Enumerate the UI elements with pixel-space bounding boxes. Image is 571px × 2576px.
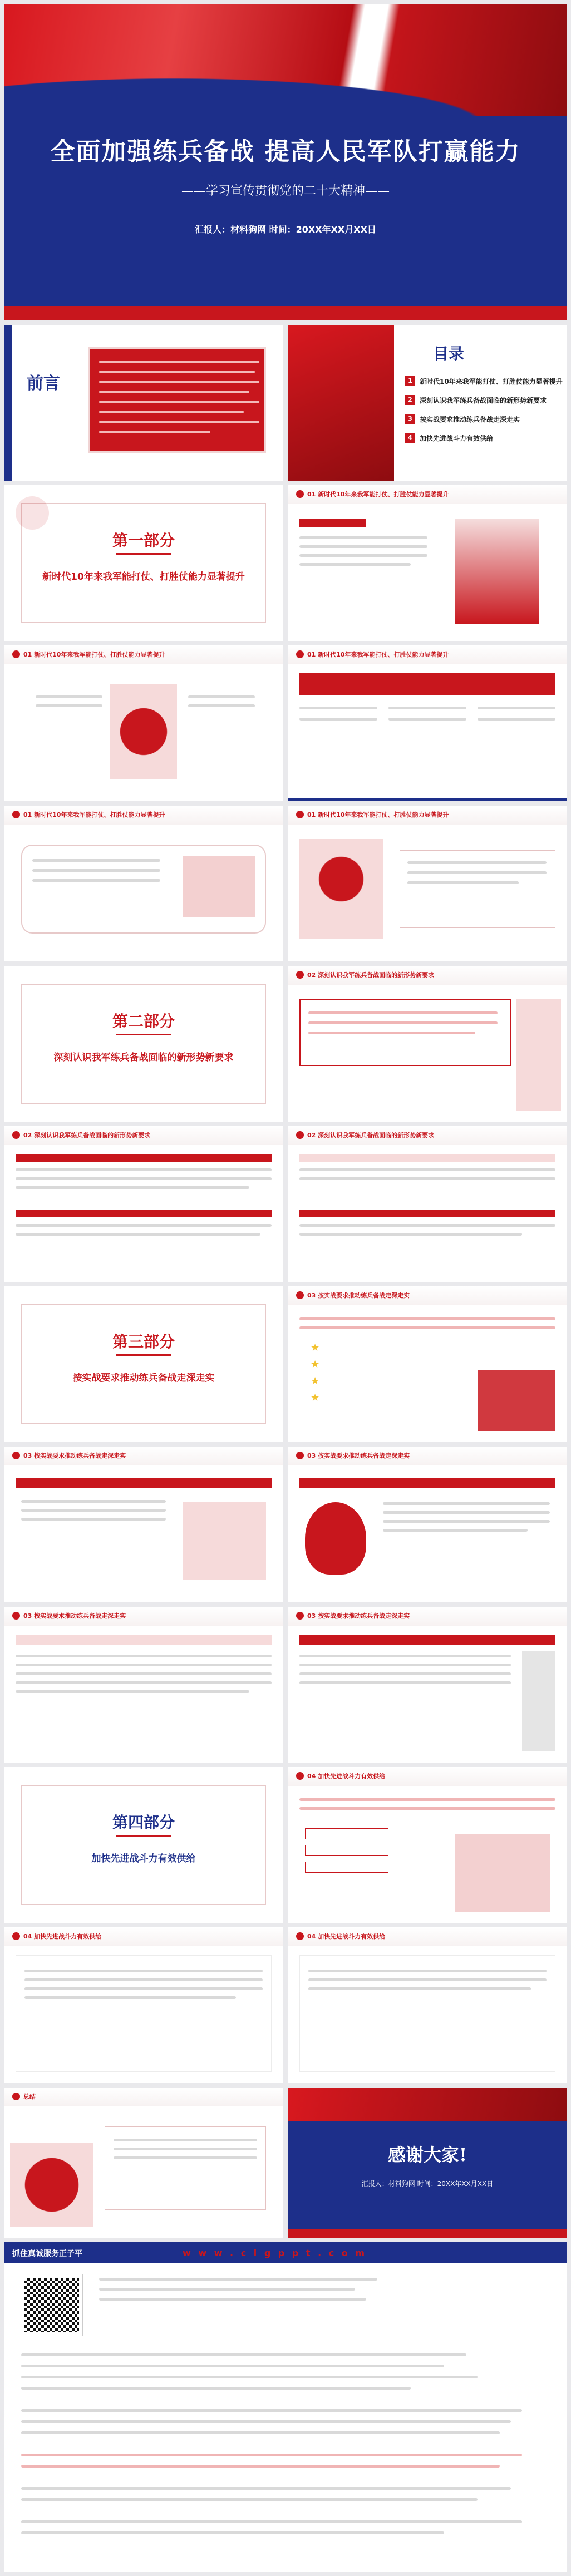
thanks-text: 感谢大家!: [387, 2144, 467, 2165]
monument-image: [455, 519, 539, 624]
presentation-subtitle: ——学习宣传贯彻党的二十大精神——: [181, 184, 390, 198]
star-icon: [12, 1932, 20, 1940]
section-number: 第三部分: [112, 1333, 175, 1351]
section-title: 按实战要求推动练兵备战走深走实: [72, 1373, 215, 1384]
presenter-info: 汇报人：材料狗网 时间：20XX年XX月XX日: [195, 224, 376, 235]
content-slide-1a[interactable]: 01 新时代10年来我军能打仗、打胜仗能力显著提升: [288, 485, 567, 641]
section-number: 第一部分: [112, 531, 175, 550]
content-slide-2c[interactable]: 02 深刻认识我军练兵备战面临的新形势新要求: [288, 1126, 567, 1282]
content-slide-2b[interactable]: 02 深刻认识我军练兵备战面临的新形势新要求: [4, 1126, 283, 1282]
section-title: 加快先进战斗力有效供给: [91, 1853, 196, 1864]
star-icon: [12, 2093, 20, 2100]
content-slide-3c[interactable]: 03 按实战要求推动练兵备战走深走实: [288, 1447, 567, 1602]
star-icon: [296, 811, 304, 818]
content-slide-4c[interactable]: 04 加快先进战斗力有效供给: [288, 1927, 567, 2083]
footer-brand: 抓住真诚服务正子平: [12, 2249, 82, 2258]
star-icon: ★: [311, 1342, 320, 1354]
star-icon: [12, 1612, 20, 1620]
star-icon: [12, 650, 20, 658]
section-title: 新时代10年来我军能打仗、打胜仗能力显著提升: [42, 571, 245, 583]
footer-site-link[interactable]: w w w . c l g p p t . c o m: [183, 2248, 367, 2258]
soldier-image: [183, 1502, 266, 1580]
preface-label: 前言: [27, 374, 60, 393]
troops-silhouette: [299, 839, 383, 939]
section-cover-3[interactable]: [4, 1286, 283, 1442]
toc-item-3[interactable]: 3 按实战要求推动练兵备战走深走实: [405, 413, 555, 425]
blue-side-bar: [4, 325, 12, 481]
content-slide-4a[interactable]: 04 加快先进战斗力有效供给: [288, 1767, 567, 1923]
star-icon: ★: [311, 1392, 320, 1404]
star-icon: [12, 1131, 20, 1139]
star-icon: ★: [311, 1375, 320, 1387]
content-slide-1e[interactable]: 01 新时代10年来我军能打仗、打胜仗能力显著提升: [288, 806, 567, 961]
star-icon: [296, 1452, 304, 1459]
red-flag-banner: [4, 4, 567, 116]
content-slide-3b[interactable]: 03 按实战要求推动练兵备战走深走实: [4, 1447, 283, 1602]
section-cover-1[interactable]: [4, 485, 283, 641]
star-icon: [296, 1291, 304, 1299]
emblem-image: [10, 2143, 93, 2227]
summary-slide[interactable]: 总结: [4, 2088, 283, 2238]
star-icon: [296, 490, 304, 498]
balloon-image: [305, 1502, 366, 1575]
presentation-title: 全面加强练兵备战 提高人民军队打赢能力: [50, 137, 521, 166]
section-cover-4[interactable]: [4, 1767, 283, 1923]
content-slide-3d[interactable]: 03 按实战要求推动练兵备战走深走实: [4, 1607, 283, 1763]
section-number: 第四部分: [112, 1813, 175, 1832]
content-slide-3a[interactable]: 03 按实战要求推动练兵备战走深走实 ★ ★ ★ ★: [288, 1286, 567, 1442]
flag-image: [478, 1370, 555, 1431]
toc-item-2[interactable]: 2 深刻认识我军练兵备战面临的新形势新要求: [405, 394, 555, 406]
toc-slide[interactable]: [288, 325, 567, 481]
star-icon: ★: [311, 1359, 320, 1370]
soldier-image: [110, 684, 177, 779]
star-icon: [296, 650, 304, 658]
thanks-slide[interactable]: [288, 2088, 567, 2238]
content-slide-2a[interactable]: 02 深刻认识我军练兵备战面临的新形势新要求: [288, 966, 567, 1122]
star-icon: [296, 1131, 304, 1139]
section-title: 深刻认识我军练兵备战面临的新形势新要求: [53, 1052, 234, 1063]
title-slide[interactable]: [4, 4, 567, 320]
site-footer: [4, 2242, 567, 2572]
star-icon: [12, 1452, 20, 1459]
toc-heading: 目录: [433, 344, 465, 363]
qr-code-icon: [21, 2274, 82, 2336]
star-icon: [296, 971, 304, 979]
star-icon: [296, 1612, 304, 1620]
content-slide-1d[interactable]: 01 新时代10年来我军能打仗、打胜仗能力显著提升: [4, 806, 283, 961]
thanks-info: 汇报人：材料狗网 时间：20XX年XX月XX日: [361, 2180, 494, 2188]
tank-image: [183, 856, 255, 917]
monument-image: [522, 1651, 555, 1751]
toc-red-panel: [288, 325, 394, 481]
content-slide-1b[interactable]: 01 新时代10年来我军能打仗、打胜仗能力显著提升: [4, 645, 283, 801]
content-slide-3e[interactable]: 03 按实战要求推动练兵备战走深走实: [288, 1607, 567, 1763]
great-hall-image: [455, 1834, 550, 1912]
toc-item-1[interactable]: 1 新时代10年来我军能打仗、打胜仗能力显著提升: [405, 375, 555, 387]
star-icon: [296, 1772, 304, 1780]
red-bottom-band: [4, 306, 567, 320]
preface-slide[interactable]: [4, 325, 283, 481]
preface-text-box: [88, 347, 266, 453]
section-number: 第二部分: [112, 1012, 175, 1030]
content-slide-1c[interactable]: 01 新时代10年来我军能打仗、打胜仗能力显著提升: [288, 645, 567, 801]
star-icon: [296, 1932, 304, 1940]
section-cover-2[interactable]: [4, 966, 283, 1122]
star-icon: [12, 811, 20, 818]
toc-item-4[interactable]: 4 加快先进战斗力有效供给: [405, 432, 555, 444]
content-slide-4b[interactable]: 04 加快先进战斗力有效供给: [4, 1927, 283, 2083]
